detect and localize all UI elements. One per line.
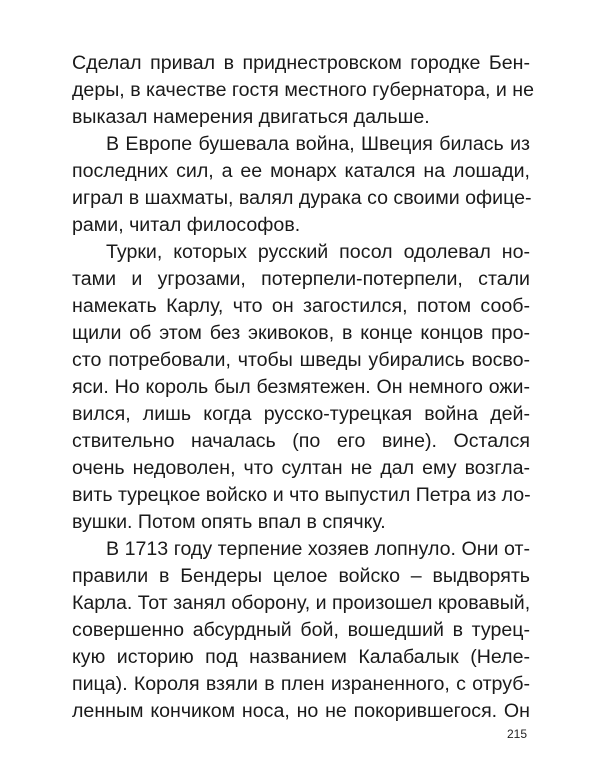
text-line: ленным кончиком носа, но не покорившегося. Он: [72, 700, 530, 722]
body-text: [72, 50, 534, 725]
text-line: намекать Карлу, что он загостился, потом сооб-: [72, 295, 530, 317]
text-line: вушки. Потом опять впал в спячку.: [72, 511, 386, 533]
text-line: ствительно началась (по его вине). Остался: [72, 430, 530, 452]
text-line: кую историю под названием Калабалык (Неле-: [72, 646, 530, 668]
text-line: В 1713 году терпение хозяев лопнуло. Они от-: [106, 538, 530, 560]
text-line: яси. Но король был безмятежен. Он немного ожи-: [72, 376, 530, 398]
text-line: деры, в качестве гостя местного губернатора, и не: [72, 79, 534, 101]
text-line: Турки, которых русский посол одолевал но-: [106, 241, 530, 263]
text-line: очень недоволен, что султан не дал ему возгла-: [72, 457, 530, 479]
text-line: правили в Бендеры целое войско – выдворять: [72, 565, 530, 587]
text-line: В Европе бушевала война, Швеция билась из: [106, 133, 530, 155]
text-line: сто потребовали, чтобы шведы убирались восво-: [72, 349, 530, 371]
text-line: совершенно абсурдный бой, вошедший в турец-: [72, 619, 530, 641]
text-line: тами и угрозами, потерпели-потерпели, стали: [72, 268, 530, 290]
paragraph: [72, 536, 530, 725]
paragraph: [72, 50, 534, 131]
paragraph: [72, 239, 530, 536]
text-line: вить турецкое войско и что выпустил Петра из ло-: [72, 484, 531, 506]
text-line: Карла. Тот занял оборону, и произошел кровавый,: [72, 592, 531, 614]
text-line: выказал намерения двигаться дальше.: [72, 106, 430, 128]
text-line: Сделал привал в приднестровском городке Бен-: [72, 52, 530, 74]
text-line: вился, лишь когда русско-турецкая война дей-: [72, 403, 530, 425]
text-line: последних сил, а ее монарх катался на лошади,: [72, 160, 530, 182]
text-line: пица). Короля взяли в плен израненного, с отруб-: [72, 673, 530, 695]
page-number: 215: [507, 727, 528, 741]
text-line: рами, читал философов.: [72, 214, 301, 236]
text-line: играл в шахматы, валял дурака со своими офице-: [72, 187, 532, 209]
text-line: щили об этом без экивоков, в конце концов про-: [72, 322, 530, 344]
paragraph: [72, 131, 530, 239]
